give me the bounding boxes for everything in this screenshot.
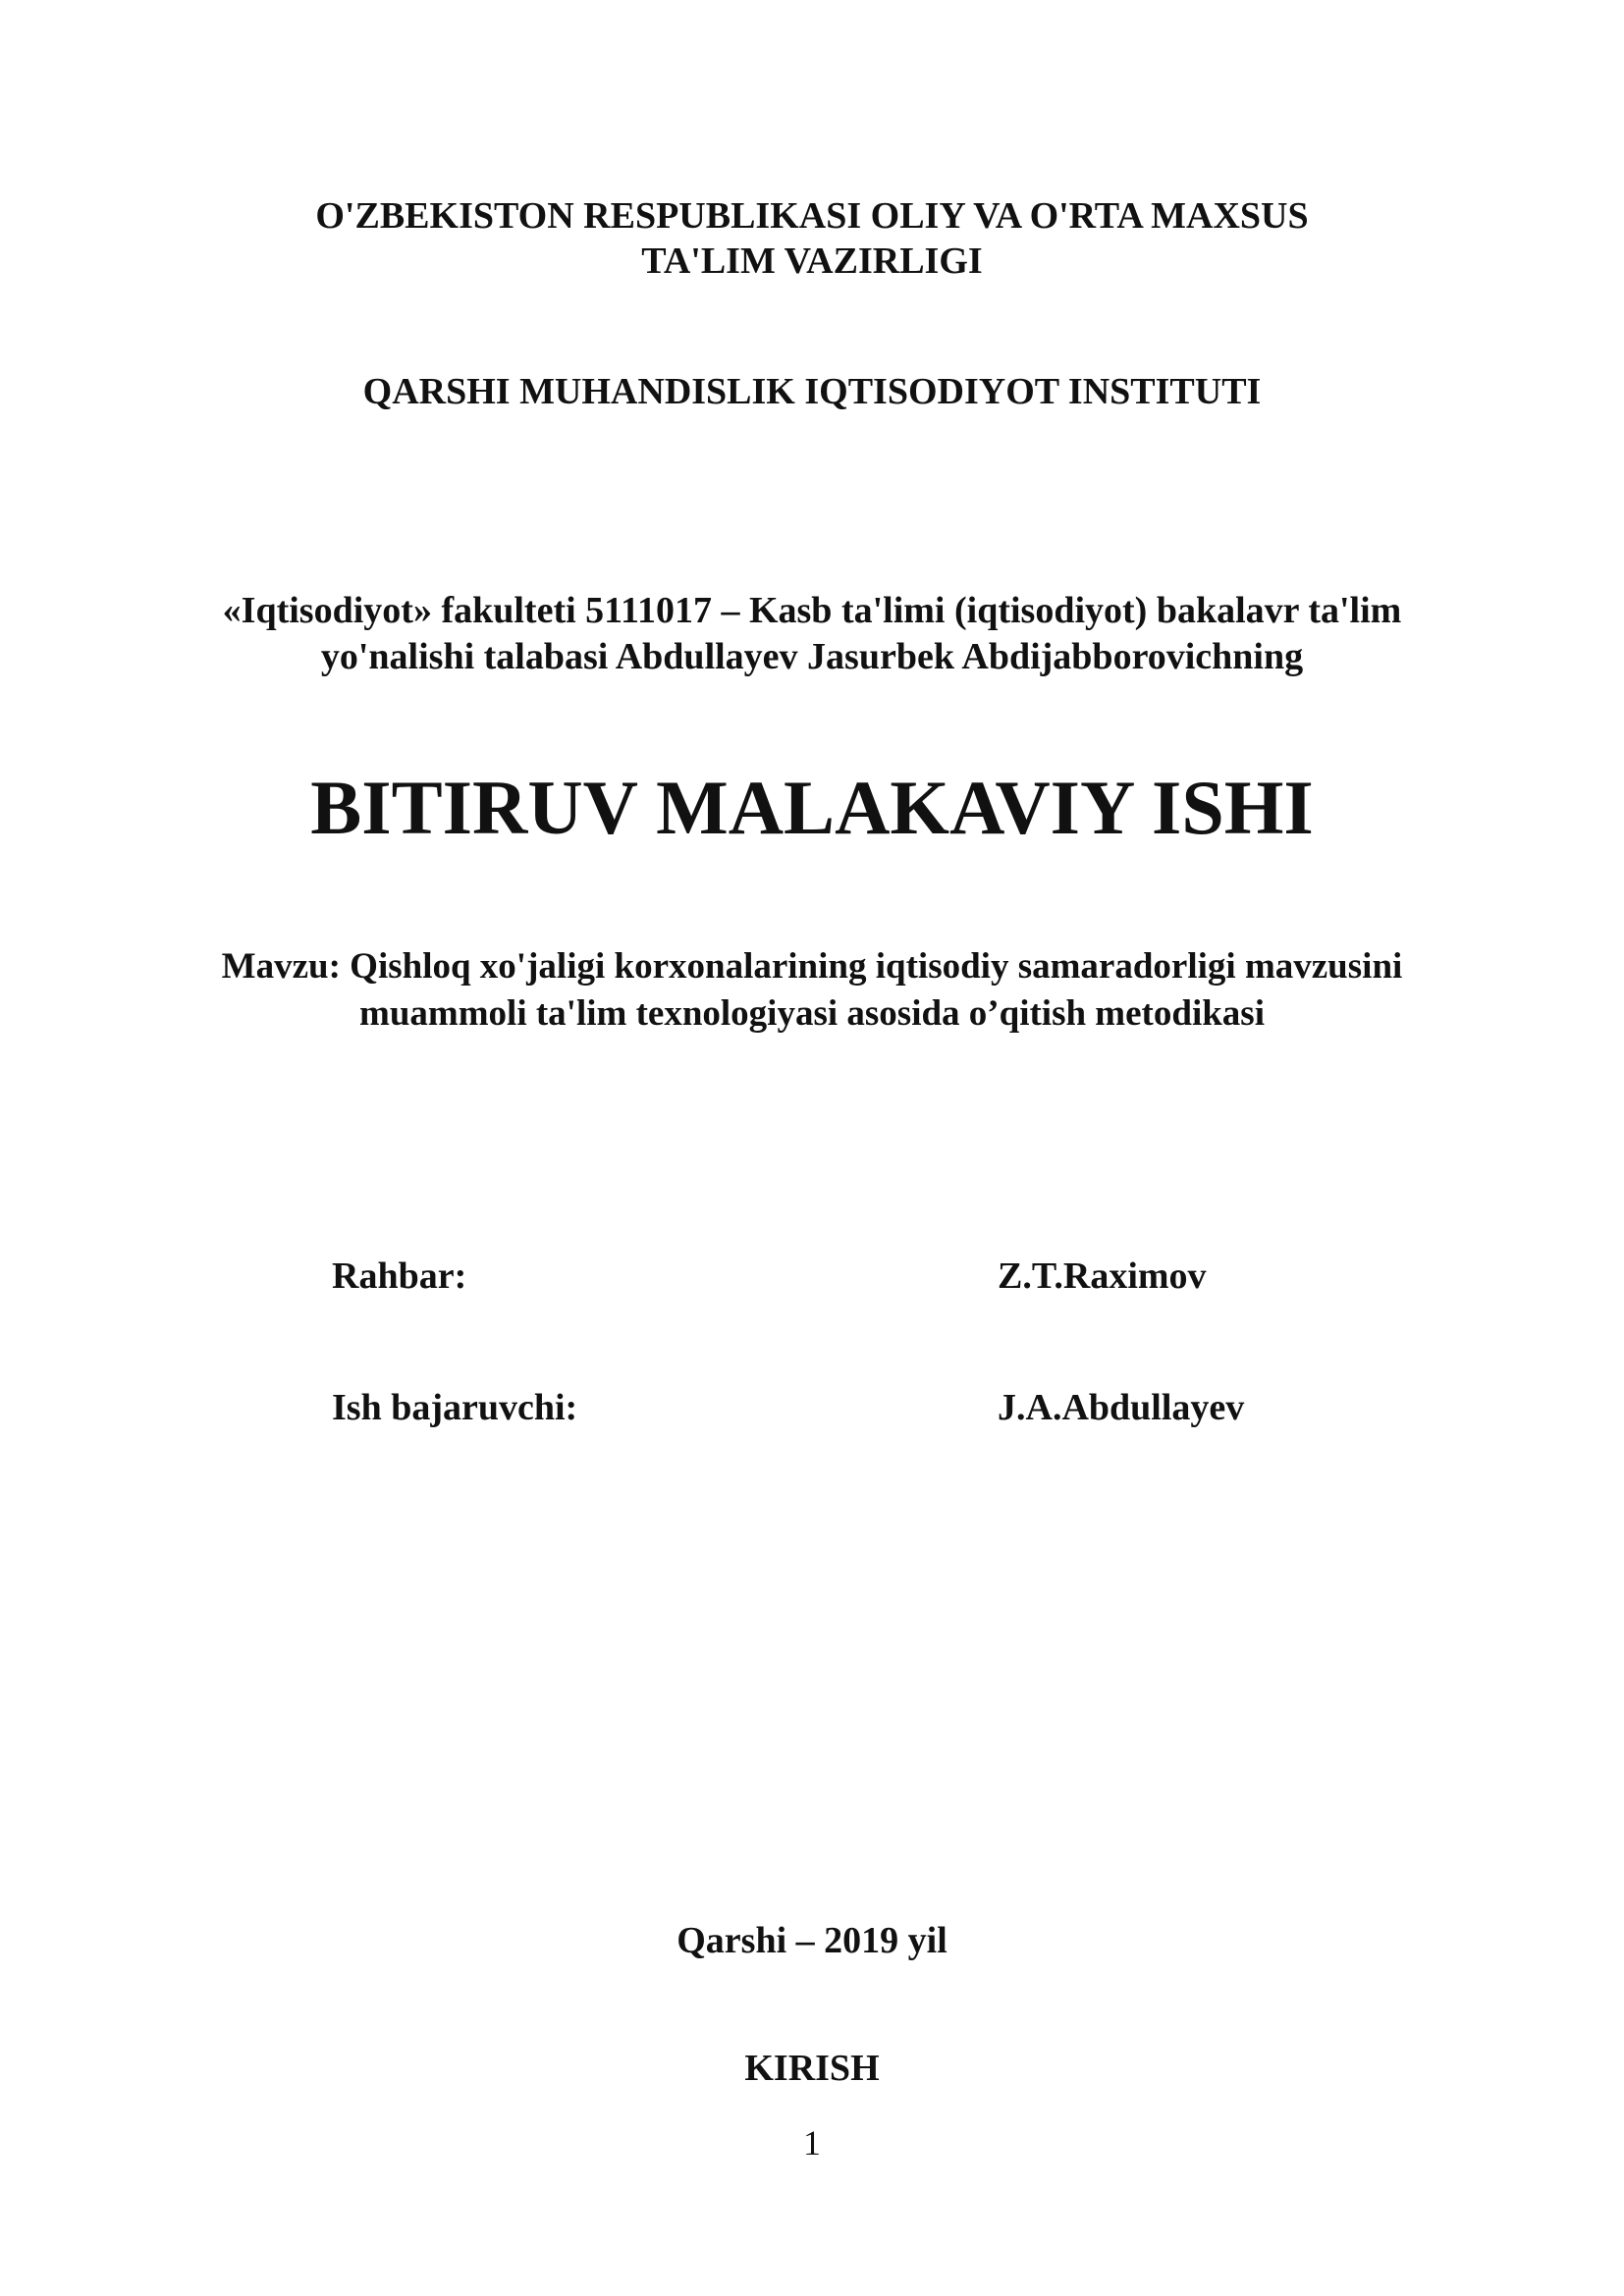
author-label: Ish bajaruvchi: <box>332 1387 578 1428</box>
topic-line-1: Mavzu: Qishloq xo'jaligi korxonalarining iqtisodiy samaradorligi mavzusini <box>221 946 1403 987</box>
city-year: Qarshi – 2019 yil <box>677 1920 947 1961</box>
institute-name: QARSHI MUHANDISLIK IQTISODIYOT INSTITUTI <box>362 371 1262 412</box>
ministry-line-2: TA'LIM VAZIRLIGI <box>641 240 983 282</box>
ministry-line-1: O'ZBEKISTON RESPUBLIKASI OLIY VA O'RTA MAXSUS <box>315 195 1309 237</box>
supervisor-name: Z.T.Raximov <box>998 1255 1207 1297</box>
supervisor-label: Rahbar: <box>332 1255 467 1297</box>
student-info-line-2: yo'nalishi talabasi Abdullayev Jasurbek Abdijabborovichning <box>320 636 1304 677</box>
document-title: BITIRUV MALAKAVIY ISHI <box>310 765 1314 850</box>
page-number: 1 <box>803 2123 821 2163</box>
student-info-line-1: «Iqtisodiyot» fakulteti 5111017 – Kasb ta'limi (iqtisodiyot) bakalavr ta'lim <box>222 590 1402 631</box>
next-section-heading: KIRISH <box>744 2048 880 2089</box>
topic-line-2: muammoli ta'lim texnologiyasi asosida o’qitish metodikasi <box>359 993 1265 1034</box>
author-name: J.A.Abdullayev <box>998 1387 1245 1428</box>
